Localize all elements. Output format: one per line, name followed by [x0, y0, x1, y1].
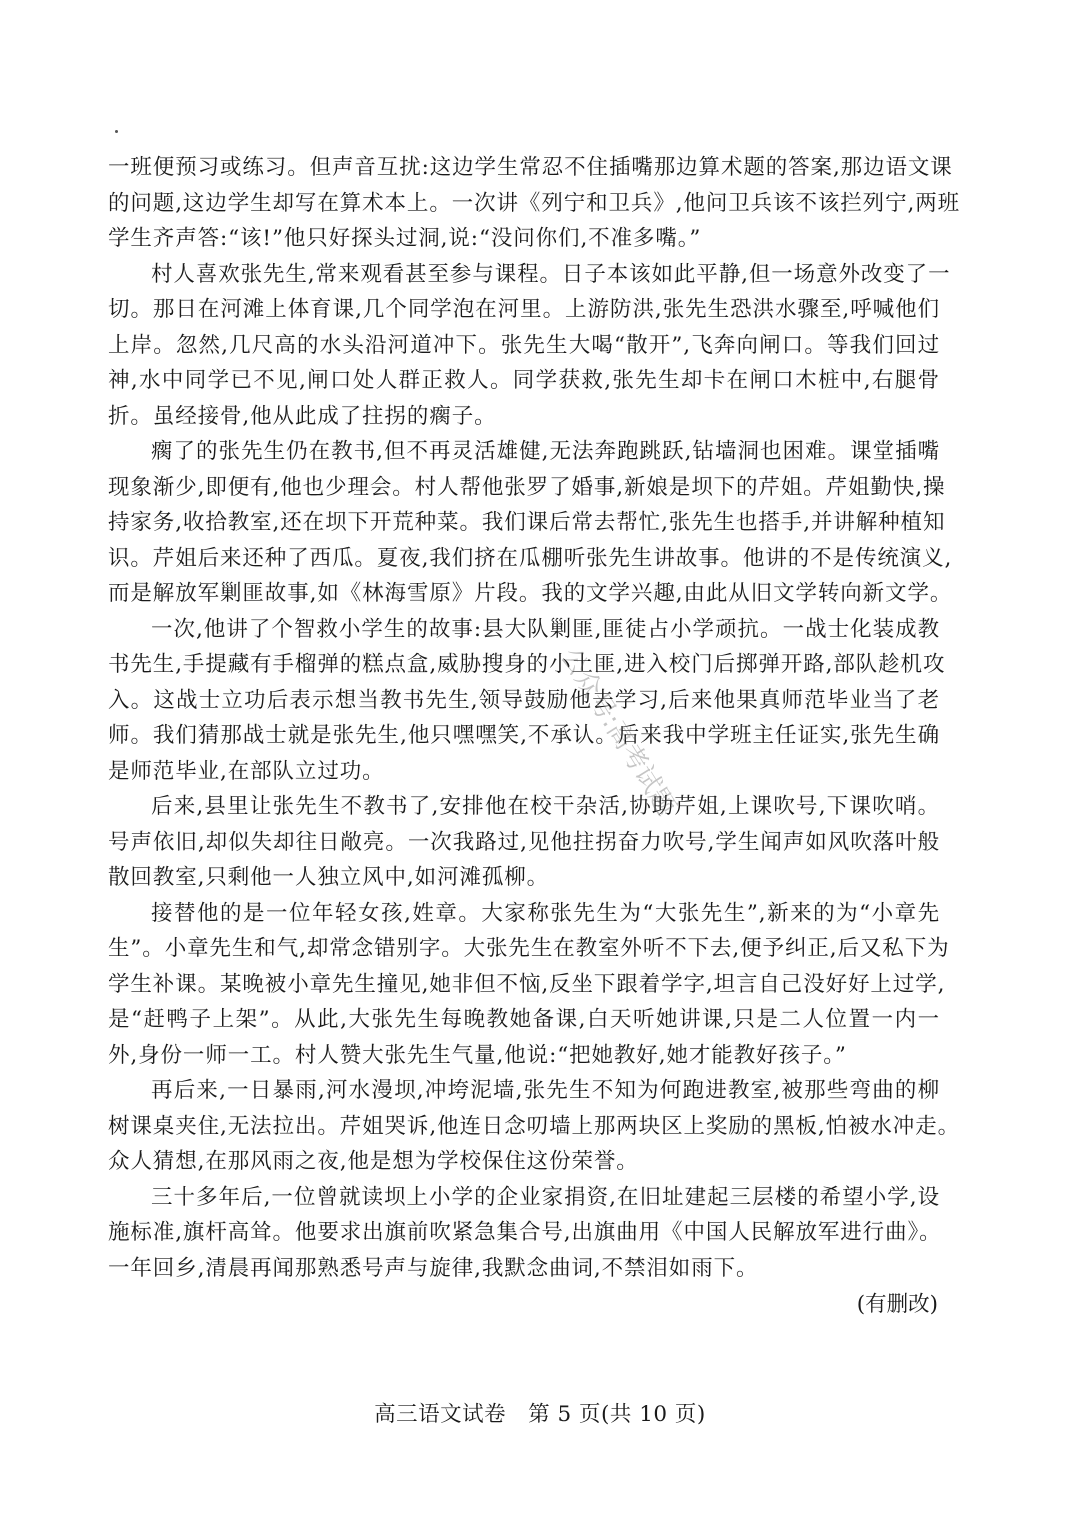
text-line: 众人猜想,在那风雨之夜,他是想为学校保住这份荣誉。 — [108, 1149, 639, 1174]
text-line: 瘸了的张先生仍在教书,但不再灵活雄健,无法奔跑跳跃,钻墙洞也困难。课堂插嘴 — [151, 439, 940, 464]
source-note: (有删改) — [856, 1292, 938, 1317]
text-line: 一次,他讲了个智救小学生的故事:县大队剿匪,匪徒占小学顽抗。一战士化装成教 — [151, 616, 940, 642]
scan-dot-mark — [115, 130, 118, 133]
text-line: 的问题,这边学生却写在算术本上。一次讲《列宁和卫兵》,他问卫兵该不该拦列宁,两班 — [108, 190, 961, 216]
text-line: 师。我们猜那战士就是张先生,他只嘿嘿笑,不承认。后来我中学班主任证实,张先生确 — [108, 723, 940, 748]
text-line: 是“赶鸭子上架”。从此,大张先生每晚教她备课,白天听她讲课,只是二人位置一内一 — [108, 1007, 940, 1032]
text-line: 学生齐声答:“该!”他只好探头过洞,说:“没问你们,不准多嘴。” — [108, 226, 702, 251]
text-line: 上岸。忽然,几尺高的水头沿河道冲下。张先生大喝“散开”,飞奔向闸口。等我们回过 — [108, 332, 940, 358]
text-line: 现象渐少,即便有,他也少理会。村人帮他张罗了婚事,新娘是坝下的芹姐。芹姐勤快,操 — [108, 474, 946, 500]
text-line: 号声依旧,却似失却往日敞亮。一次我路过,见他拄拐奋力吹号,学生闻声如风吹落叶般 — [108, 829, 940, 855]
text-line: 外,身份一师一工。村人赞大张先生气量,他说:“把她教好,她才能教好孩子。” — [108, 1042, 847, 1068]
text-line: 入。这战士立功后表示想当教书先生,领导鼓励他去学习,后来他果真师范毕业当了老 — [108, 687, 940, 713]
text-line: 持家务,收拾教室,还在坝下开荒种菜。我们课后常去帮忙,张先生也搭手,并讲解种植知 — [108, 510, 946, 535]
text-line: 再后来,一日暴雨,河水漫坝,冲垮泥墙,张先生不知为何跑进教室,被那些弯曲的柳 — [151, 1078, 940, 1103]
text-line: 接替他的是一位年轻女孩,姓章。大家称张先生为“大张先生”,新来的为“小章先 — [151, 900, 940, 926]
text-line: 三十多年后,一位曾就读坝上小学的企业家捐资,在旧址建起三层楼的希望小学,设 — [151, 1184, 940, 1210]
text-line: 神,水中同学已不见,闸口处人群正救人。同学获救,张先生却卡在闸口木桩中,右腿骨 — [108, 368, 940, 393]
text-line: 切。那日在河滩上体育课,几个同学泡在河里。上游防洪,张先生恐洪水骤至,呼喊他们 — [108, 297, 940, 322]
page-footer: 高三语文试卷 第 5 页(共 10 页) — [374, 1402, 706, 1427]
text-line: 书先生,手提藏有手榴弹的糕点盒,威胁搜身的小土匪,进入校门后掷弹开路,部队趁机攻 — [108, 652, 946, 677]
text-line: 一年回乡,清晨再闻那熟悉号声与旋律,我默念曲词,不禁泪如雨下。 — [108, 1255, 759, 1281]
text-line: 村人喜欢张先生,常来观看甚至参与课程。日子本该如此平静,但一场意外改变了一 — [151, 261, 951, 287]
text-line: 后来,县里让张先生不教书了,安排他在校干杂活,协助芹姐,上课吹号,下课吹哨。 — [151, 794, 940, 819]
watermark: 公众号:高考试题 — [554, 643, 682, 821]
text-line: 而是解放军剿匪故事,如《林海雪原》片段。我的文学兴趣,由此从旧文学转向新文学。 — [108, 581, 953, 606]
text-line: 散回教室,只剩他一人独立风中,如河滩孤柳。 — [108, 865, 550, 890]
text-line: 施标准,旗杆高耸。他要求出旗前吹紧急集合号,出旗曲用《中国人民解放军进行曲》。 — [108, 1220, 942, 1245]
text-line: 识。芹姐后来还种了西瓜。夏夜,我们挤在瓜棚听张先生讲故事。他讲的不是传统演义, — [108, 545, 953, 571]
text-line: 折。虽经接骨,他从此成了拄拐的瘸子。 — [108, 403, 497, 429]
article-body — [108, 150, 961, 1323]
text-line: 是师范毕业,在部队立过功。 — [108, 758, 385, 784]
text-line: 生”。小章先生和气,却常念错别字。大张先生在教室外听不下去,便予纠正,后又私下为 — [108, 936, 950, 961]
text-line: 树课桌夹住,无法拉出。芹姐哭诉,他连日念叨墙上那两块区上奖励的黑板,怕被水冲走。 — [108, 1113, 961, 1139]
text-line: 学生补课。某晚被小章先生撞见,她非但不恼,反坐下跟着学字,坦言自己没好好上过学, — [108, 971, 946, 997]
text-line: 一班便预习或练习。但声音互扰:这边学生常忍不住插嘴那边算术题的答案,那边语文课 — [108, 155, 953, 180]
